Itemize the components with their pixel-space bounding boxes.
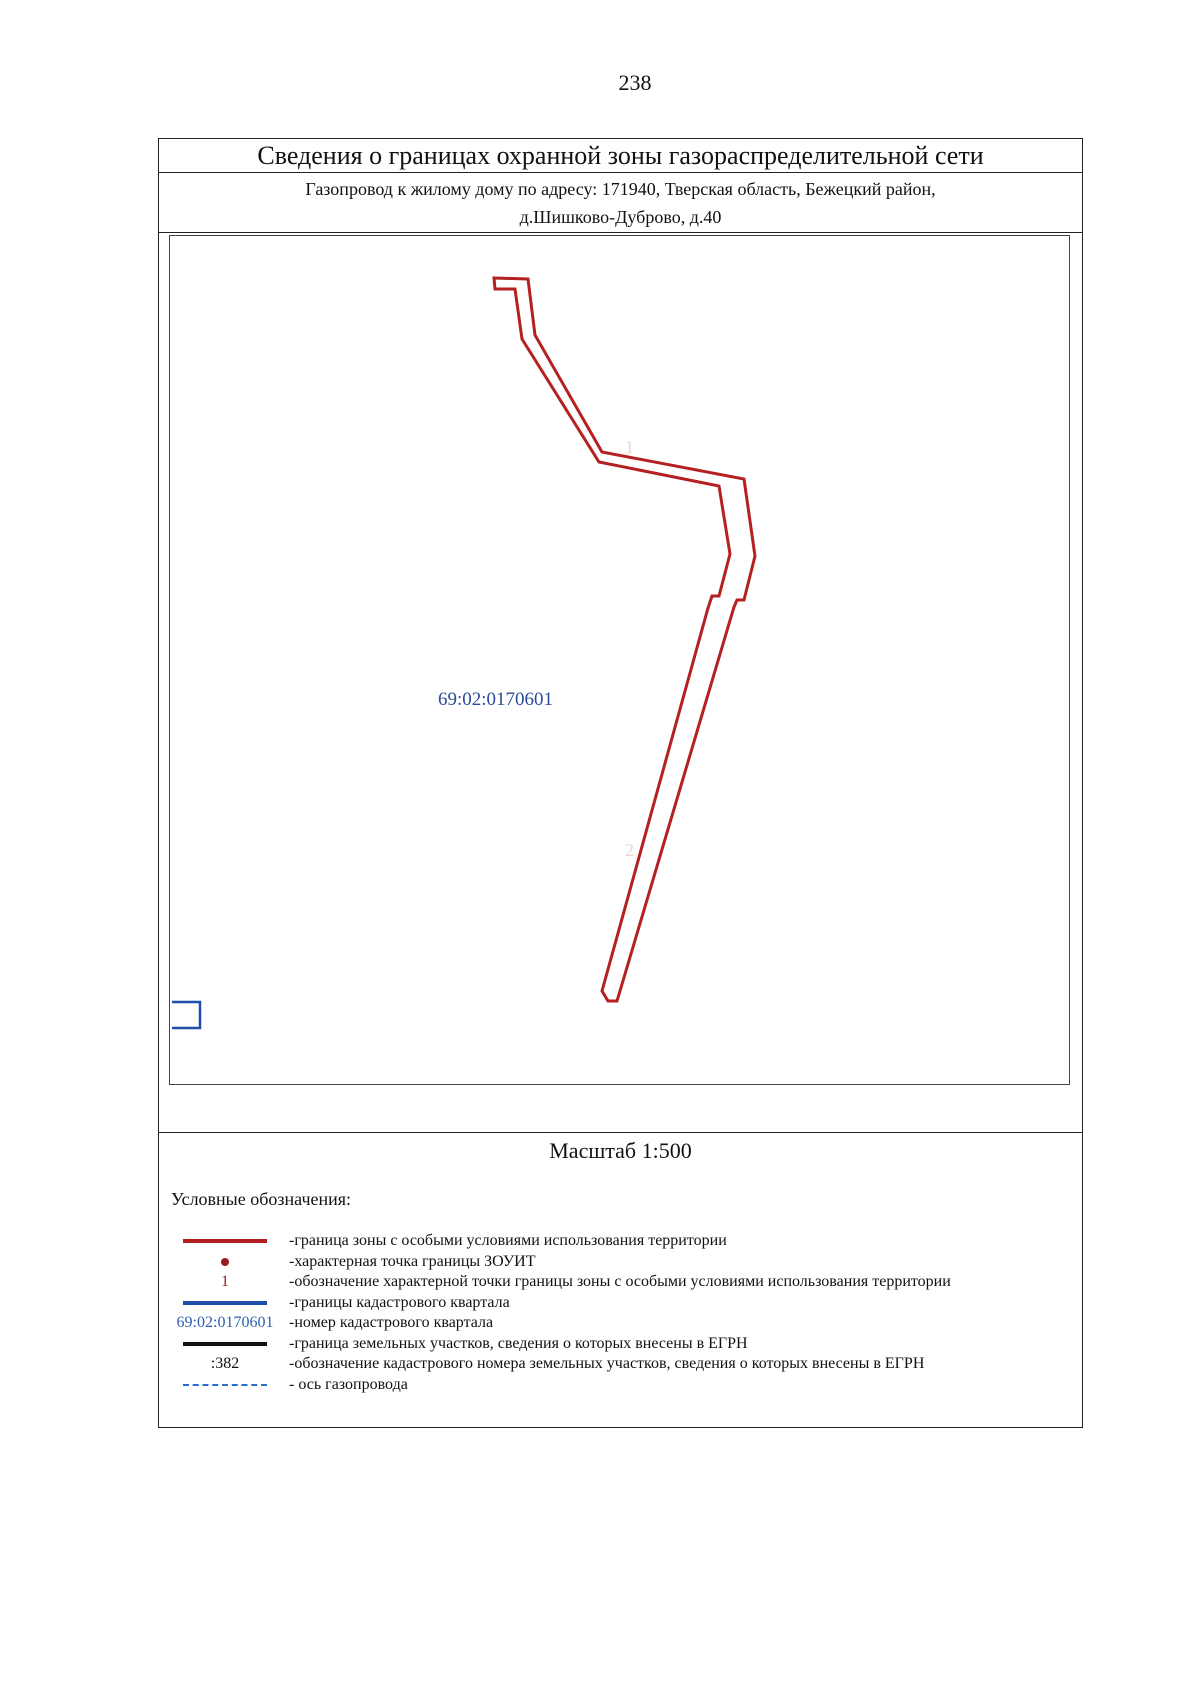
red-line-symbol (183, 1239, 267, 1243)
dashed-line-symbol (183, 1384, 267, 1386)
document-frame (158, 138, 1083, 1428)
black-line-symbol (183, 1342, 267, 1346)
legend-item-quarter-number: 69:02:0170601 -номер кадастрового квартала (176, 1314, 494, 1331)
point-number-symbol: 1 (221, 1273, 229, 1290)
legend-item-land-plot-boundary: -граница земельных участков, сведения о которых внесены в ЕГРН (171, 1334, 1071, 1355)
legend (171, 1231, 1071, 1395)
point-label-1: 1 (625, 437, 634, 457)
document-title: Сведения о границах охранной зоны газораспределительной сети (159, 139, 1082, 173)
blue-line-symbol (183, 1301, 267, 1305)
legend-item-land-plot-number: :382 -обозначение кадастрового номера земельных участков, сведения о которых внесены в ЕГРН (210, 1355, 925, 1372)
quarter-number-symbol: 69:02:0170601 (176, 1314, 274, 1331)
red-dot-symbol (221, 1258, 229, 1266)
land-plot-number-symbol: :382 (210, 1355, 240, 1372)
map-drawing (170, 236, 1069, 1084)
legend-item-zone-boundary: -граница зоны с особыми условиями использования территории (171, 1231, 1071, 1252)
legend-item-point-label: 1 -обозначение характерной точки границы зоны с особыми условиями использования территории (221, 1273, 951, 1290)
subtitle-line-1: Газопровод к жилому дому по адресу: 171940, Тверская область, Бежецкий район, (305, 179, 936, 199)
scale-label: Масштаб 1:500 (159, 1132, 1082, 1172)
page-number: 238 (618, 70, 652, 95)
cadastral-quarter-label: 69:02:0170601 (438, 689, 554, 710)
point-label-2: 2 (625, 840, 634, 860)
map-area (169, 235, 1070, 1085)
zone-boundary-outline (494, 278, 755, 1001)
document-subtitle (159, 173, 1082, 233)
subtitle-line-2: д.Шишково-Дуброво, д.40 (519, 207, 722, 227)
cadastral-quarter-boundary (172, 1002, 200, 1028)
legend-item-pipeline-axis: - ось газопровода (171, 1375, 1071, 1396)
legend-item-zone-point: -характерная точка границы ЗОУИТ (171, 1252, 1071, 1273)
legend-item-quarter-boundary: -границы кадастрового квартала (171, 1293, 1071, 1314)
legend-heading: Условные обозначения: (171, 1189, 352, 1209)
